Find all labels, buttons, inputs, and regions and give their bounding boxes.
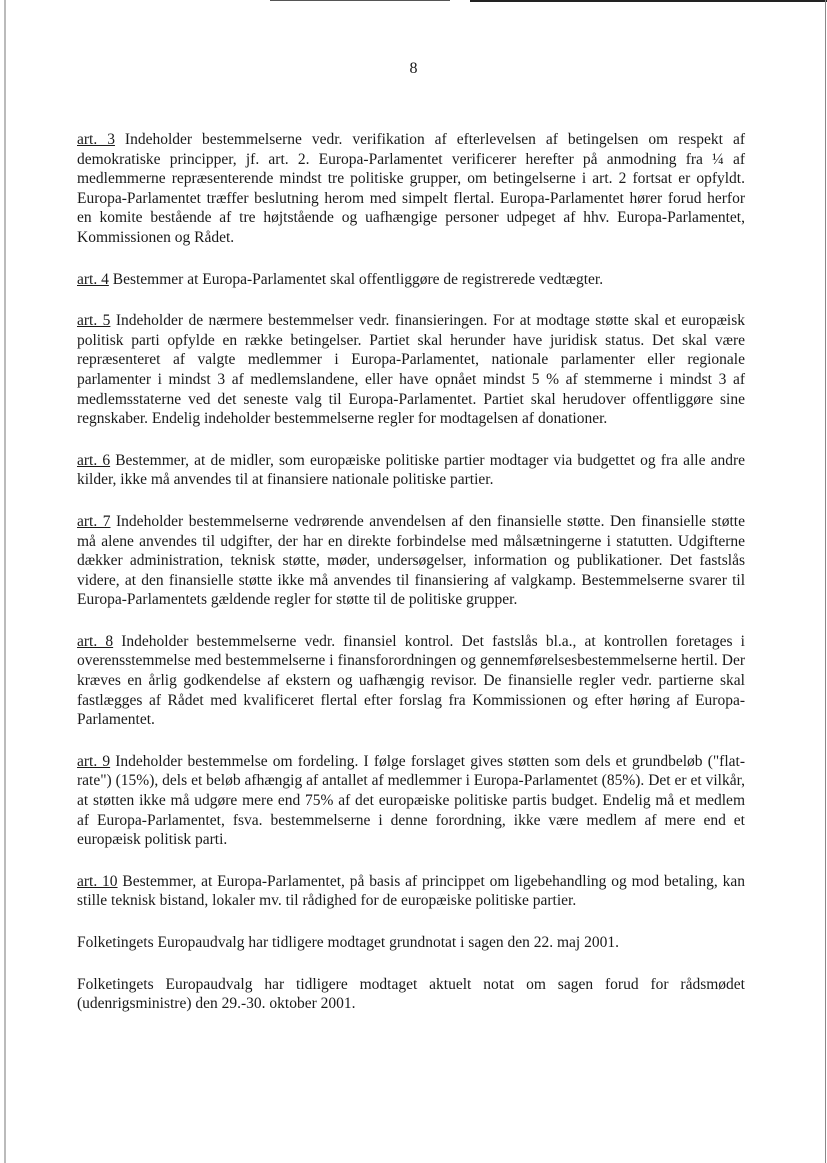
- article-text: Indeholder de nærmere bestemmelser vedr. finansieringen. For at modtage støtte skal et europæisk politisk parti opfylde en række betingelser. Partiet skal herunder have juridisk status. Det skal være repræsenteret af valgte medlemmer i Europa-Parlamentet, nationale parlamenter eller regionale parlamenter i mindst 3 af medlemslandene, eller have opnået mindst 5 % af stemmerne i mindst 3 af medlemsstaterne ved det seneste valg til Europa-Parlamentet. Partiet skal herudover offentliggøre sine regnskaber. Endelig indeholder bestemmelserne regler for modtagelsen af donationer.: [77, 312, 745, 428]
- top-border-segment: [470, 0, 827, 2]
- article-text: Indeholder bestemmelse om fordeling. I følge forslaget gives støtten som dels et grundbeløb ("flat-rate") (15%), dels et beløb afhængig af antallet af medlemmer i Europa-Parlamentet (85%). Det er et vilkår, at støtten ikke må udgøre mere end 75% af det europæiske politiske partis budget. Endelig må et medlem af Europa-Parlamentet, fsva. bestemmelserne i denne forordning, ikke være medlem af mere end et europæisk politisk parti.: [77, 752, 745, 849]
- article-paragraph: [77, 130, 745, 248]
- article-paragraph: [77, 512, 745, 610]
- article-text: Indeholder bestemmelserne vedr. verifikation af efterlevelsen af betingelsen om respekt af demokratiske principper, jf. art. 2. Europa-Parlamentet verificerer herefter på anmodning fra ¼ af medlemmerne repræsenterende mindst tre politiske grupper, om betingelserne i art. 2 fortsat er opfyldt. Europa-Parlamentet træffer beslutning herom med simpelt flertal. Europa-Parlamentet hører forud herfor en komite bestående af tre højtstående og uafhængige personer udpeget af hhv. Europa-Parlamentet, Kommissionen og Rådet.: [77, 131, 745, 246]
- article-paragraph: [77, 311, 745, 429]
- article-text: Bestemmer, at de midler, som europæiske politiske partier modtager via budgettet og fra alle andre kilder, ikke må anvendes til at finansiere nationale politiske partier.: [77, 451, 745, 489]
- closing-paragraph: Folketingets Europaudvalg har tidligere modtaget aktuelt notat om sagen forud for rådsmødet (udenrigsministre) den 29.-30. oktober 2001.: [77, 975, 745, 1013]
- article-paragraph: [77, 752, 745, 850]
- article-label: art. 4: [77, 270, 109, 288]
- top-scan-border: [0, 0, 827, 3]
- article-label: art. 3: [77, 131, 115, 148]
- article-label: art. 6: [77, 451, 111, 469]
- article-text: Bestemmer at Europa-Parlamentet skal offentliggøre de registrerede vedtægter.: [108, 270, 604, 288]
- article-paragraph: [77, 632, 745, 730]
- article-label: art. 5: [77, 312, 111, 330]
- article-paragraph: [77, 451, 745, 490]
- document-body: [77, 130, 745, 1036]
- article-paragraph: [77, 872, 745, 911]
- article-label: art. 10: [77, 872, 118, 890]
- article-text: Bestemmer, at Europa-Parlamentet, på basis af princippet om ligebehandling og mod betaling, kan stille teknisk bistand, lokaler mv. til rådighed for de europæiske politiske partier.: [77, 872, 745, 910]
- left-scan-border: [4, 0, 6, 1163]
- article-label: art. 8: [77, 632, 114, 650]
- right-scan-border: [825, 0, 826, 1163]
- article-label: art. 9: [77, 752, 111, 770]
- article-paragraph: [77, 270, 745, 290]
- closing-paragraph: Folketingets Europaudvalg har tidligere modtaget grundnotat i sagen den 22. maj 2001.: [77, 934, 619, 951]
- top-border-segment: [270, 0, 450, 1]
- article-label: art. 7: [77, 512, 111, 530]
- article-text: Indeholder bestemmelserne vedrørende anvendelsen af den finansielle støtte. Den finansielle støtte må alene anvendes til udgifter, der har en direkte forbindelse med målsætningerne i statutten. Udgifterne dækker administration, teknisk støtte, møder, undersøgelser, information og publikationer. Det fastslås videre, at den finansielle støtte ikke må anvendes til finansiering af valgkamp. Bestemmelserne svarer til Europa-Parlamentets gældende regler for støtte til de politiske grupper.: [77, 512, 745, 609]
- article-text: Indeholder bestemmelserne vedr. finansiel kontrol. Det fastslås bl.a., at kontrollen foretages i overensstemmelse med bestemmelserne i finansforordningen og gennemførelsesbestemmelserne hertil. Der kræves en årlig godkendelse af ekstern og uafhængig revisor. De finansielle regler vedr. partierne skal fastlægges af Rådet med kvalificeret flertal efter forslag fra Kommissionen og efter høring af Europa-Parlamentet.: [77, 632, 745, 729]
- page-number: 8: [409, 60, 418, 77]
